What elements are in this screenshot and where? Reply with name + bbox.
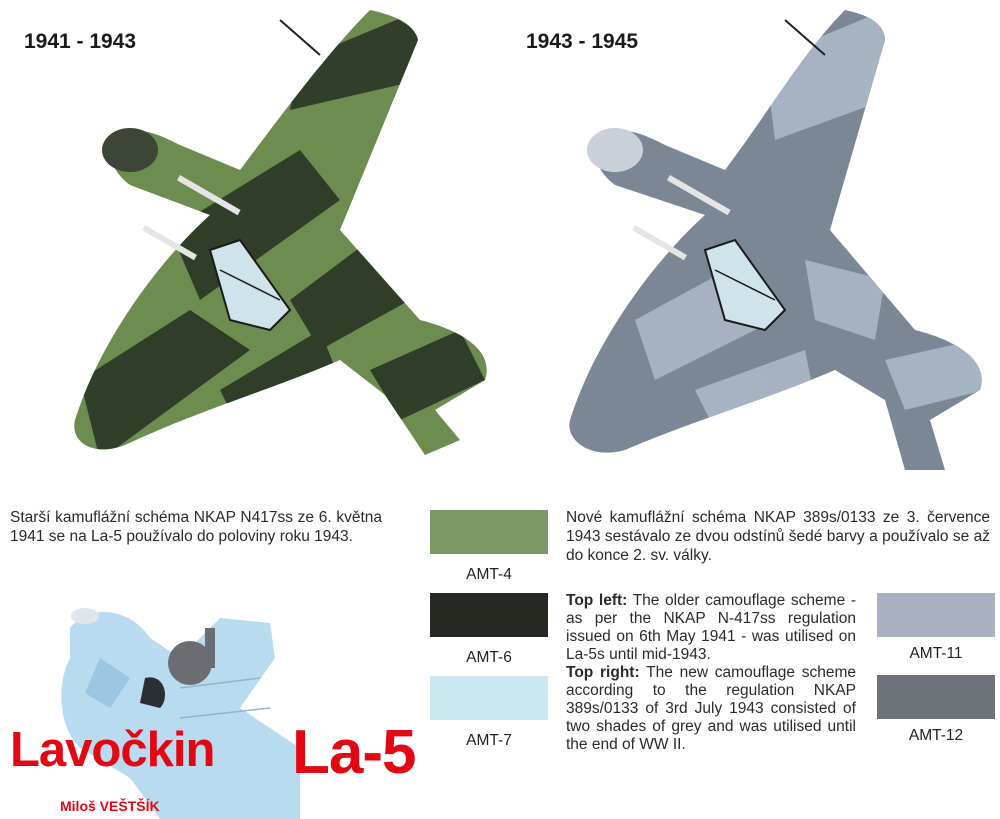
cover-aircraft-illustration	[40, 598, 300, 819]
caption-cz-left: Starší kamuflážní schéma NKAP N417ss ze 6. května 1941 se na La-5 používalo do poloviny roku 1943.	[10, 509, 382, 545]
period-heading-right: 1943 - 1945	[526, 30, 639, 53]
caption-cz-right: Nové kamuflážní schéma NKAP 389s/0133 ze 3. července 1943 sestávalo ze dvou odstínů šedé barvy a používalo se až do konce 2. sv. války.	[566, 509, 990, 564]
cover-title-part1: Lavočkin	[10, 723, 215, 777]
period-heading-left: 1941 - 1943	[24, 30, 137, 53]
swatch-label-amt-6: AMT-6	[466, 649, 512, 666]
swatch-amt-6	[430, 593, 548, 637]
swatch-label-amt-7: AMT-7	[466, 732, 512, 749]
cover-author: Miloš VEŠTŠÍK	[60, 798, 160, 814]
top-left-label: Top left:	[566, 592, 628, 609]
swatch-label-amt-4: AMT-4	[466, 566, 512, 583]
swatch-amt-12	[877, 675, 995, 719]
caption-en	[566, 592, 856, 754]
swatch-label-amt-12: AMT-12	[908, 727, 964, 744]
swatch-amt-11	[877, 593, 995, 637]
swatch-amt-4	[430, 510, 548, 554]
top-left-text: The older camouflage scheme - as per the NKAP N-417ss regulation issued on 6th May 1941 - was utilised on La-5s until mid-1943.	[566, 592, 856, 663]
cover-title-part2: La-5	[292, 718, 416, 787]
swatch-label-amt-11: AMT-11	[909, 645, 963, 662]
swatch-amt-7	[430, 676, 548, 720]
top-right-text: The new camouflage scheme according to the regulation NKAP 389s/0133 of 3rd July 1943 consisted of two shades of grey and was utilised until the end of WW II.	[566, 664, 856, 753]
aircraft-illustration-green	[40, 0, 490, 470]
aircraft-illustration-grey	[545, 0, 995, 490]
top-right-label: Top right:	[566, 664, 640, 681]
